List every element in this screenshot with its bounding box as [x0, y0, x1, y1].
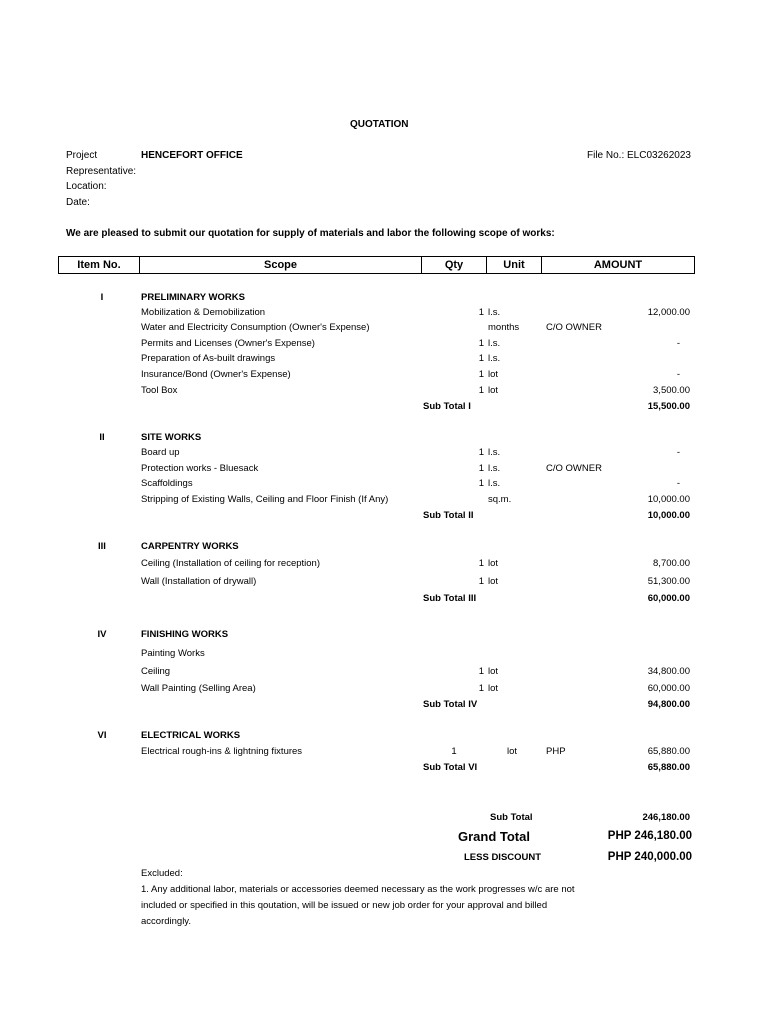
item-unit: lot [488, 683, 499, 694]
item-qty: 1 [451, 746, 457, 757]
subtotal-label: Sub Total I [423, 401, 471, 412]
section-title: FINISHING WORKS [141, 629, 229, 640]
section-number: II [99, 432, 105, 443]
item-qty: 1 [478, 385, 484, 396]
header-item-no: Item No. [77, 259, 121, 271]
item-unit: lot [488, 666, 499, 677]
subtotal-label: Sub Total VI [423, 762, 478, 773]
document-title: QUOTATION [350, 119, 409, 130]
discount-value: PHP 240,000.00 [607, 851, 692, 863]
excluded-title: Excluded: [141, 868, 183, 879]
project-value: HENCEFORT OFFICE [141, 150, 243, 161]
item-qty: 1 [478, 576, 484, 587]
section-title: CARPENTRY WORKS [141, 541, 239, 552]
intro-text: We are pleased to submit our quotation for supply of materials and labor the following scope of works: [66, 228, 555, 239]
item-unit: l.s. [488, 463, 501, 474]
excluded-line: accordingly. [141, 916, 191, 927]
item-qty: 1 [478, 447, 484, 458]
item-scope: Wall Painting (Selling Area) [141, 683, 256, 694]
item-note: C/O OWNER [546, 322, 602, 333]
item-amount: 51,300.00 [647, 576, 690, 587]
item-unit: l.s. [488, 353, 501, 364]
date-label: Date: [66, 197, 90, 208]
excluded-line: included or specified in this qoutation, will be issued or new job order for your approval and billed [141, 900, 548, 911]
item-unit: lot [488, 369, 499, 380]
item-scope: Mobilization & Demobilization [141, 307, 266, 318]
item-unit: lot [488, 576, 499, 587]
item-note: PHP [546, 746, 566, 757]
section-number: IV [97, 629, 107, 640]
header-amount: AMOUNT [593, 259, 643, 271]
item-scope: Wall (Installation of drywall) [141, 576, 257, 587]
item-qty: 1 [478, 666, 484, 677]
section-number: III [98, 541, 106, 552]
subtotal-label: Sub Total IV [423, 699, 478, 710]
item-note: C/O OWNER [546, 463, 602, 474]
file-number: File No.: ELC03262023 [587, 150, 691, 161]
grand-subtotal-value: 246,180.00 [642, 812, 690, 823]
section-number: VI [97, 730, 107, 741]
item-amount: 12,000.00 [647, 307, 690, 318]
item-unit: l.s. [488, 447, 501, 458]
item-unit: l.s. [488, 307, 501, 318]
item-amount: - [676, 369, 680, 380]
grand-total-label: Grand Total [458, 829, 530, 844]
item-qty: 1 [478, 353, 484, 364]
item-unit: l.s. [488, 338, 501, 349]
subtotal-value: 94,800.00 [647, 699, 690, 710]
item-amount: - [676, 478, 680, 489]
item-scope: Protection works - Bluesack [141, 463, 259, 474]
item-scope: Ceiling (Installation of ceiling for reception) [141, 558, 321, 569]
item-amount: 65,880.00 [647, 746, 690, 757]
header-unit: Unit [503, 259, 525, 271]
excluded-line: 1. Any additional labor, materials or accessories deemed necessary as the work progresses w/c are not [141, 884, 575, 895]
item-unit: lot [488, 558, 499, 569]
item-scope: Ceiling [141, 666, 171, 677]
item-amount: 10,000.00 [647, 494, 690, 505]
item-qty: 1 [478, 338, 484, 349]
item-scope: Board up [141, 447, 180, 458]
item-amount: 34,800.00 [647, 666, 690, 677]
section-title: SITE WORKS [141, 432, 202, 443]
item-qty: 1 [478, 478, 484, 489]
item-amount: - [676, 447, 680, 458]
item-amount: 8,700.00 [653, 558, 690, 569]
item-scope: Stripping of Existing Walls, Ceiling and Floor Finish (If Any) [141, 494, 389, 505]
item-qty: 1 [478, 307, 484, 318]
subtotal-value: 65,880.00 [647, 762, 690, 773]
item-unit: lot [488, 385, 499, 396]
item-scope: Tool Box [141, 385, 178, 396]
table-header [58, 256, 695, 274]
subtotal-label: Sub Total II [423, 510, 474, 521]
subtotal-value: 15,500.00 [647, 401, 690, 412]
item-amount: 3,500.00 [653, 385, 690, 396]
item-qty: 1 [478, 463, 484, 474]
discount-label: LESS DISCOUNT [464, 852, 542, 863]
header-scope: Scope [263, 259, 297, 271]
subtotal-value: 60,000.00 [647, 593, 690, 604]
item-scope: Preparation of As-built drawings [141, 353, 276, 364]
item-scope: Electrical rough-ins & lightning fixtures [141, 746, 303, 757]
item-qty: 1 [478, 369, 484, 380]
item-scope: Permits and Licenses (Owner's Expense) [141, 338, 315, 349]
grand-total-value: PHP 246,180.00 [607, 830, 692, 842]
header-qty: Qty [444, 259, 464, 271]
item-unit: months [488, 322, 520, 333]
item-amount: - [676, 338, 680, 349]
grand-subtotal-label: Sub Total [490, 812, 533, 823]
item-scope: Painting Works [141, 648, 205, 659]
item-unit: sq.m. [488, 494, 512, 505]
location-label: Location: [66, 181, 107, 192]
section-title: PRELIMINARY WORKS [141, 292, 245, 303]
subtotal-label: Sub Total III [423, 593, 477, 604]
item-unit: l.s. [488, 478, 501, 489]
representative-label: Representative: [66, 166, 137, 177]
item-amount: 60,000.00 [647, 683, 690, 694]
item-scope: Water and Electricity Consumption (Owner's Expense) [141, 322, 370, 333]
item-qty: 1 [478, 683, 484, 694]
subtotal-value: 10,000.00 [647, 510, 690, 521]
section-title: ELECTRICAL WORKS [141, 730, 241, 741]
item-scope: Insurance/Bond (Owner's Expense) [141, 369, 291, 380]
item-qty: 1 [478, 558, 484, 569]
project-label: Project [66, 150, 98, 161]
item-unit: lot [507, 746, 518, 757]
item-scope: Scaffoldings [141, 478, 193, 489]
section-number: I [100, 292, 104, 303]
